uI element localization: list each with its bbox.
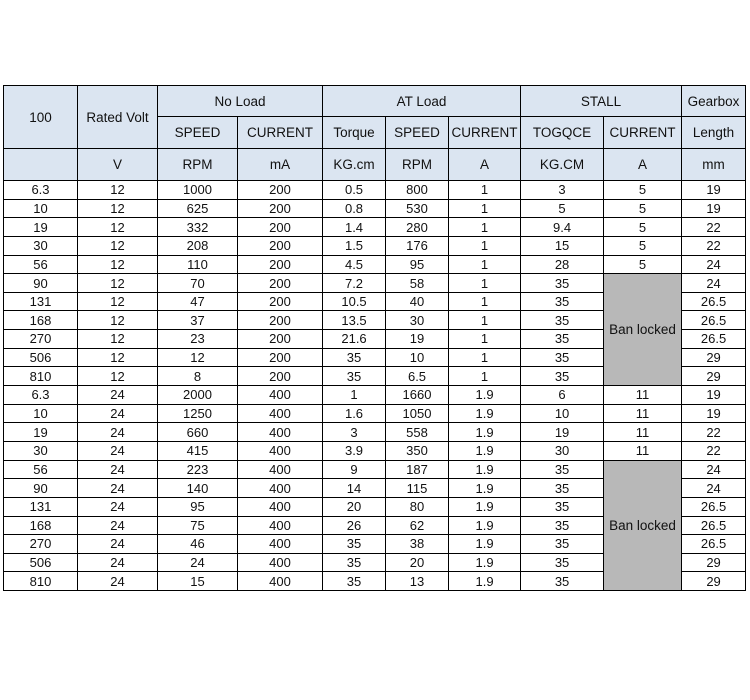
- cell-at-load-current: 1: [449, 274, 521, 293]
- cell-at-load-current: 1: [449, 199, 521, 218]
- cell-at-load-torque: 1.4: [323, 218, 386, 237]
- cell-ratio: 90: [4, 479, 78, 498]
- cell-ratio: 270: [4, 535, 78, 554]
- cell-no-load-current: 400: [238, 386, 323, 405]
- cell-gearbox-length: 24: [682, 460, 746, 479]
- cell-at-load-current: 1: [449, 367, 521, 386]
- cell-stall-torque: 35: [521, 479, 604, 498]
- cell-at-load-torque: 20: [323, 497, 386, 516]
- cell-at-load-speed: 38: [386, 535, 449, 554]
- cell-at-load-torque: 26: [323, 516, 386, 535]
- unit-no-load-current: mA: [238, 149, 323, 181]
- table-row: [4, 460, 746, 479]
- cell-ratio: 168: [4, 516, 78, 535]
- cell-no-load-current: 200: [238, 181, 323, 200]
- cell-no-load-current: 200: [238, 348, 323, 367]
- cell-rated-volt: 12: [78, 348, 158, 367]
- table-row: [4, 236, 746, 255]
- cell-rated-volt: 24: [78, 535, 158, 554]
- cell-stall-torque: 35: [521, 572, 604, 591]
- cell-at-load-speed: 558: [386, 423, 449, 442]
- cell-no-load-speed: 1250: [158, 404, 238, 423]
- cell-stall-current: 5: [604, 218, 682, 237]
- subheader-stall-torque: TOGQCE: [521, 117, 604, 149]
- cell-stall-torque: 35: [521, 311, 604, 330]
- cell-no-load-speed: 47: [158, 292, 238, 311]
- cell-no-load-speed: 660: [158, 423, 238, 442]
- table-row: [4, 181, 746, 200]
- table-row: [4, 386, 746, 405]
- cell-at-load-current: 1.9: [449, 516, 521, 535]
- cell-no-load-speed: 12: [158, 348, 238, 367]
- cell-at-load-current: 1: [449, 292, 521, 311]
- cell-gearbox-length: 22: [682, 218, 746, 237]
- cell-rated-volt: 12: [78, 236, 158, 255]
- table-row: [4, 404, 746, 423]
- cell-no-load-current: 200: [238, 311, 323, 330]
- cell-stall-current: 11: [604, 404, 682, 423]
- cell-stall-current: 5: [604, 255, 682, 274]
- header-stall: STALL: [521, 86, 682, 117]
- table-row: [4, 199, 746, 218]
- cell-no-load-speed: 75: [158, 516, 238, 535]
- cell-gearbox-length: 26.5: [682, 330, 746, 349]
- cell-at-load-speed: 1660: [386, 386, 449, 405]
- cell-stall-torque: 19: [521, 423, 604, 442]
- cell-gearbox-length: 24: [682, 274, 746, 293]
- cell-stall-current: 5: [604, 181, 682, 200]
- cell-stall-torque: 28: [521, 255, 604, 274]
- cell-no-load-speed: 46: [158, 535, 238, 554]
- cell-gearbox-length: 26.5: [682, 497, 746, 516]
- cell-no-load-current: 400: [238, 553, 323, 572]
- cell-stall-torque: 35: [521, 553, 604, 572]
- cell-at-load-speed: 350: [386, 441, 449, 460]
- cell-at-load-torque: 9: [323, 460, 386, 479]
- cell-gearbox-length: 24: [682, 479, 746, 498]
- cell-no-load-current: 200: [238, 199, 323, 218]
- cell-at-load-speed: 6.5: [386, 367, 449, 386]
- cell-at-load-torque: 35: [323, 348, 386, 367]
- cell-at-load-current: 1: [449, 311, 521, 330]
- cell-rated-volt: 12: [78, 292, 158, 311]
- cell-ratio: 506: [4, 348, 78, 367]
- cell-stall-torque: 10: [521, 404, 604, 423]
- cell-stall-torque: 30: [521, 441, 604, 460]
- cell-at-load-torque: 1.5: [323, 236, 386, 255]
- cell-ratio: 810: [4, 572, 78, 591]
- cell-at-load-current: 1: [449, 236, 521, 255]
- cell-at-load-torque: 3: [323, 423, 386, 442]
- subheader-no-load-current: CURRENT: [238, 117, 323, 149]
- cell-rated-volt: 24: [78, 423, 158, 442]
- header-at-load: AT Load: [323, 86, 521, 117]
- cell-at-load-current: 1: [449, 330, 521, 349]
- cell-gearbox-length: 22: [682, 423, 746, 442]
- cell-gearbox-length: 19: [682, 386, 746, 405]
- cell-rated-volt: 24: [78, 479, 158, 498]
- stall-current-locked-cell: Ban locked: [604, 274, 682, 386]
- cell-gearbox-length: 19: [682, 181, 746, 200]
- cell-at-load-current: 1: [449, 255, 521, 274]
- cell-no-load-current: 200: [238, 274, 323, 293]
- cell-gearbox-length: 29: [682, 367, 746, 386]
- cell-ratio: 19: [4, 218, 78, 237]
- subheader-at-load-speed: SPEED: [386, 117, 449, 149]
- cell-rated-volt: 24: [78, 516, 158, 535]
- unit-at-load-current: A: [449, 149, 521, 181]
- cell-gearbox-length: 19: [682, 404, 746, 423]
- cell-no-load-speed: 110: [158, 255, 238, 274]
- cell-at-load-current: 1.9: [449, 572, 521, 591]
- cell-gearbox-length: 26.5: [682, 535, 746, 554]
- cell-gearbox-length: 22: [682, 236, 746, 255]
- cell-at-load-torque: 1.6: [323, 404, 386, 423]
- cell-at-load-current: 1: [449, 181, 521, 200]
- cell-stall-torque: 35: [521, 497, 604, 516]
- cell-no-load-speed: 8: [158, 367, 238, 386]
- cell-at-load-speed: 13: [386, 572, 449, 591]
- header-gearbox: Gearbox: [682, 86, 746, 117]
- cell-no-load-speed: 95: [158, 497, 238, 516]
- header-no-load: No Load: [158, 86, 323, 117]
- cell-rated-volt: 12: [78, 311, 158, 330]
- cell-rated-volt: 12: [78, 181, 158, 200]
- cell-ratio: 19: [4, 423, 78, 442]
- cell-ratio: 90: [4, 274, 78, 293]
- cell-stall-torque: 6: [521, 386, 604, 405]
- cell-at-load-current: 1.9: [449, 441, 521, 460]
- cell-at-load-speed: 115: [386, 479, 449, 498]
- cell-no-load-speed: 1000: [158, 181, 238, 200]
- cell-at-load-speed: 530: [386, 199, 449, 218]
- subheader-no-load-speed: SPEED: [158, 117, 238, 149]
- cell-at-load-torque: 35: [323, 367, 386, 386]
- cell-at-load-current: 1: [449, 348, 521, 367]
- cell-stall-current: 5: [604, 199, 682, 218]
- cell-at-load-speed: 80: [386, 497, 449, 516]
- cell-ratio: 506: [4, 553, 78, 572]
- cell-at-load-current: 1.9: [449, 553, 521, 572]
- table-row: [4, 441, 746, 460]
- table-row: [4, 255, 746, 274]
- cell-ratio: 6.3: [4, 181, 78, 200]
- cell-rated-volt: 12: [78, 218, 158, 237]
- cell-at-load-torque: 3.9: [323, 441, 386, 460]
- cell-no-load-speed: 415: [158, 441, 238, 460]
- cell-stall-current: 11: [604, 386, 682, 405]
- cell-at-load-torque: 0.8: [323, 199, 386, 218]
- cell-rated-volt: 24: [78, 553, 158, 572]
- subheader-at-load-current: CURRENT: [449, 117, 521, 149]
- cell-at-load-torque: 35: [323, 535, 386, 554]
- cell-no-load-speed: 23: [158, 330, 238, 349]
- cell-ratio: 56: [4, 255, 78, 274]
- cell-rated-volt: 12: [78, 274, 158, 293]
- cell-ratio: 30: [4, 236, 78, 255]
- cell-at-load-speed: 40: [386, 292, 449, 311]
- unit-no-load-speed: RPM: [158, 149, 238, 181]
- cell-no-load-speed: 332: [158, 218, 238, 237]
- cell-rated-volt: 24: [78, 497, 158, 516]
- cell-no-load-speed: 625: [158, 199, 238, 218]
- cell-gearbox-length: 29: [682, 348, 746, 367]
- cell-no-load-current: 400: [238, 423, 323, 442]
- cell-at-load-torque: 4.5: [323, 255, 386, 274]
- cell-ratio: 131: [4, 497, 78, 516]
- subheader-gearbox-length: Length: [682, 117, 746, 149]
- cell-at-load-current: 1.9: [449, 479, 521, 498]
- cell-no-load-current: 200: [238, 255, 323, 274]
- cell-at-load-torque: 10.5: [323, 292, 386, 311]
- cell-gearbox-length: 22: [682, 441, 746, 460]
- cell-at-load-speed: 62: [386, 516, 449, 535]
- cell-rated-volt: 12: [78, 367, 158, 386]
- cell-at-load-current: 1.9: [449, 497, 521, 516]
- cell-no-load-current: 400: [238, 535, 323, 554]
- cell-gearbox-length: 26.5: [682, 292, 746, 311]
- cell-no-load-current: 400: [238, 516, 323, 535]
- units-first-col: [4, 149, 78, 181]
- cell-at-load-current: 1.9: [449, 535, 521, 554]
- unit-gearbox-length: mm: [682, 149, 746, 181]
- cell-no-load-current: 200: [238, 367, 323, 386]
- stall-current-locked-cell: Ban locked: [604, 460, 682, 590]
- cell-rated-volt: 24: [78, 386, 158, 405]
- cell-stall-torque: 35: [521, 516, 604, 535]
- cell-at-load-torque: 35: [323, 572, 386, 591]
- cell-rated-volt: 12: [78, 255, 158, 274]
- cell-stall-torque: 3: [521, 181, 604, 200]
- cell-no-load-speed: 140: [158, 479, 238, 498]
- cell-no-load-speed: 208: [158, 236, 238, 255]
- cell-gearbox-length: 26.5: [682, 311, 746, 330]
- cell-at-load-torque: 1: [323, 386, 386, 405]
- unit-at-load-torque: KG.cm: [323, 149, 386, 181]
- cell-ratio: 270: [4, 330, 78, 349]
- cell-stall-current: 5: [604, 236, 682, 255]
- cell-no-load-current: 200: [238, 292, 323, 311]
- cell-no-load-current: 400: [238, 479, 323, 498]
- cell-stall-current: 11: [604, 441, 682, 460]
- cell-no-load-current: 400: [238, 404, 323, 423]
- table-row: [4, 218, 746, 237]
- cell-ratio: 810: [4, 367, 78, 386]
- unit-rated-volt: V: [78, 149, 158, 181]
- cell-gearbox-length: 29: [682, 572, 746, 591]
- cell-stall-torque: 35: [521, 535, 604, 554]
- cell-no-load-speed: 15: [158, 572, 238, 591]
- cell-no-load-current: 400: [238, 460, 323, 479]
- cell-gearbox-length: 29: [682, 553, 746, 572]
- cell-rated-volt: 24: [78, 460, 158, 479]
- cell-at-load-torque: 14: [323, 479, 386, 498]
- cell-stall-torque: 35: [521, 460, 604, 479]
- cell-at-load-current: 1.9: [449, 386, 521, 405]
- cell-stall-torque: 35: [521, 348, 604, 367]
- motor-spec-table: [3, 85, 746, 591]
- table-row: [4, 274, 746, 293]
- cell-no-load-speed: 2000: [158, 386, 238, 405]
- cell-at-load-current: 1.9: [449, 404, 521, 423]
- cell-ratio: 56: [4, 460, 78, 479]
- cell-at-load-speed: 280: [386, 218, 449, 237]
- cell-stall-torque: 5: [521, 199, 604, 218]
- cell-at-load-speed: 10: [386, 348, 449, 367]
- cell-at-load-speed: 58: [386, 274, 449, 293]
- cell-stall-torque: 35: [521, 292, 604, 311]
- cell-no-load-current: 200: [238, 236, 323, 255]
- cell-at-load-speed: 19: [386, 330, 449, 349]
- table-row: [4, 423, 746, 442]
- cell-rated-volt: 24: [78, 572, 158, 591]
- cell-stall-torque: 9.4: [521, 218, 604, 237]
- table-body: [4, 181, 746, 591]
- cell-ratio: 10: [4, 199, 78, 218]
- unit-stall-torque: KG.CM: [521, 149, 604, 181]
- cell-at-load-torque: 21.6: [323, 330, 386, 349]
- table-header: [4, 86, 746, 181]
- subheader-at-load-torque: Torque: [323, 117, 386, 149]
- cell-at-load-speed: 1050: [386, 404, 449, 423]
- cell-gearbox-length: 24: [682, 255, 746, 274]
- cell-ratio: 10: [4, 404, 78, 423]
- subheader-stall-current: CURRENT: [604, 117, 682, 149]
- cell-at-load-torque: 13.5: [323, 311, 386, 330]
- unit-at-load-speed: RPM: [386, 149, 449, 181]
- cell-at-load-current: 1: [449, 218, 521, 237]
- cell-gearbox-length: 26.5: [682, 516, 746, 535]
- cell-rated-volt: 12: [78, 199, 158, 218]
- cell-at-load-current: 1.9: [449, 423, 521, 442]
- cell-no-load-speed: 70: [158, 274, 238, 293]
- cell-no-load-current: 200: [238, 218, 323, 237]
- cell-no-load-current: 400: [238, 441, 323, 460]
- cell-at-load-speed: 20: [386, 553, 449, 572]
- cell-at-load-speed: 800: [386, 181, 449, 200]
- cell-rated-volt: 24: [78, 441, 158, 460]
- cell-rated-volt: 24: [78, 404, 158, 423]
- header-rated-volt: Rated Volt: [78, 86, 158, 149]
- cell-stall-current: 11: [604, 423, 682, 442]
- cell-at-load-torque: 35: [323, 553, 386, 572]
- cell-stall-torque: 35: [521, 274, 604, 293]
- cell-no-load-current: 400: [238, 572, 323, 591]
- cell-at-load-speed: 95: [386, 255, 449, 274]
- cell-at-load-current: 1.9: [449, 460, 521, 479]
- cell-no-load-current: 400: [238, 497, 323, 516]
- header-first-col: 100: [4, 86, 78, 149]
- unit-stall-current: A: [604, 149, 682, 181]
- cell-ratio: 6.3: [4, 386, 78, 405]
- cell-ratio: 131: [4, 292, 78, 311]
- cell-ratio: 168: [4, 311, 78, 330]
- cell-no-load-current: 200: [238, 330, 323, 349]
- cell-no-load-speed: 24: [158, 553, 238, 572]
- cell-at-load-speed: 187: [386, 460, 449, 479]
- cell-no-load-speed: 223: [158, 460, 238, 479]
- cell-at-load-torque: 0.5: [323, 181, 386, 200]
- cell-stall-torque: 35: [521, 367, 604, 386]
- cell-at-load-speed: 30: [386, 311, 449, 330]
- cell-no-load-speed: 37: [158, 311, 238, 330]
- cell-at-load-torque: 7.2: [323, 274, 386, 293]
- cell-at-load-speed: 176: [386, 236, 449, 255]
- cell-ratio: 30: [4, 441, 78, 460]
- cell-rated-volt: 12: [78, 330, 158, 349]
- cell-gearbox-length: 19: [682, 199, 746, 218]
- cell-stall-torque: 15: [521, 236, 604, 255]
- cell-stall-torque: 35: [521, 330, 604, 349]
